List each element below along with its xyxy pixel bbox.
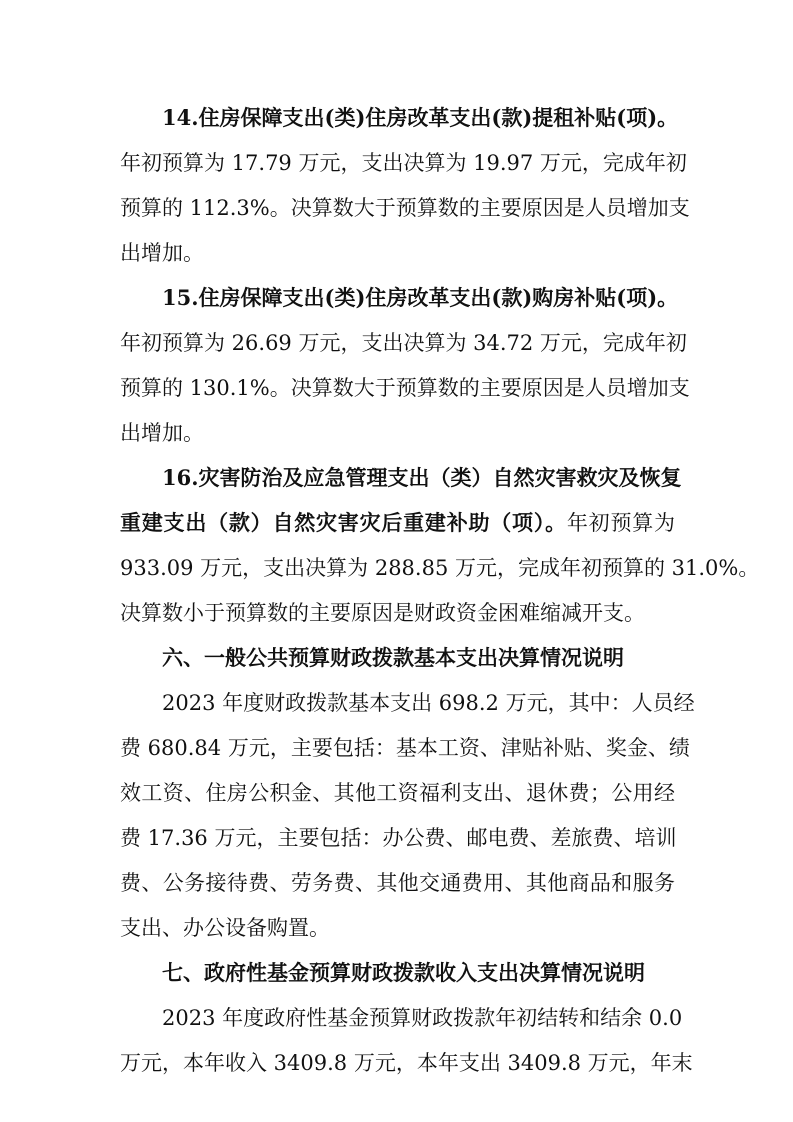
item-16-line-1: 933.09 万元，支出决算为 288.85 万元，完成年初预算的 31.0%。 xyxy=(120,556,760,580)
section-6-line-4: 费 17.36 万元，主要包括：办公费、邮电费、差旅费、培训 xyxy=(120,826,677,850)
item-14-line-2: 预算的 112.3%。决算数大于预算数的主要原因是人员增加支 xyxy=(120,196,690,220)
section-6-line-6: 支出、办公设备购置。 xyxy=(120,916,330,940)
section-7-line-2: 万元，本年收入 3409.8 万元，本年支出 3409.8 万元，年末 xyxy=(120,1051,693,1075)
section-7-line-1: 2023 年度政府性基金预算财政拨款年初结转和结余 0.0 xyxy=(162,1006,683,1030)
item-16-title-bold: 重建支出（款）自然灾害灾后重建补助（项）。 xyxy=(120,510,567,535)
section-7-heading: 七、政府性基金预算财政拨款收入支出决算情况说明 xyxy=(162,961,645,985)
item-14-line-3: 出增加。 xyxy=(120,241,204,265)
section-6-line-5: 费、公务接待费、劳务费、其他交通费用、其他商品和服务 xyxy=(120,871,675,895)
item-15-line-1: 年初预算为 26.69 万元，支出决算为 34.72 万元，完成年初 xyxy=(120,331,687,355)
item-14-line-1: 年初预算为 17.79 万元，支出决算为 19.97 万元，完成年初 xyxy=(120,151,687,175)
section-6-line-3: 效工资、住房公积金、其他工资福利支出、退休费；公用经 xyxy=(120,781,675,805)
item-16-line-2: 决算数小于预算数的主要原因是财政资金困难缩减开支。 xyxy=(120,601,645,625)
item-15-line-2: 预算的 130.1%。决算数大于预算数的主要原因是人员增加支 xyxy=(120,376,690,400)
item-16-title-line-1: 16.灾害防治及应急管理支出（类）自然灾害救灾及恢复 xyxy=(162,465,682,490)
item-16-title-rest: 年初预算为 xyxy=(566,511,676,535)
item-15-title: 15.住房保障支出(类)住房改革支出(款)购房补贴(项)。 xyxy=(162,285,679,310)
item-14-title: 14.住房保障支出(类)住房改革支出(款)提租补贴(项)。 xyxy=(162,105,679,130)
item-16-title-line-2 xyxy=(120,508,675,538)
section-6-heading: 六、一般公共预算财政拨款基本支出决算情况说明 xyxy=(162,646,624,670)
section-6-line-2: 费 680.84 万元，主要包括：基本工资、津贴补贴、奖金、绩 xyxy=(120,736,690,760)
section-6-line-1: 2023 年度财政拨款基本支出 698.2 万元，其中：人员经 xyxy=(162,691,695,715)
item-15-line-3: 出增加。 xyxy=(120,421,204,445)
